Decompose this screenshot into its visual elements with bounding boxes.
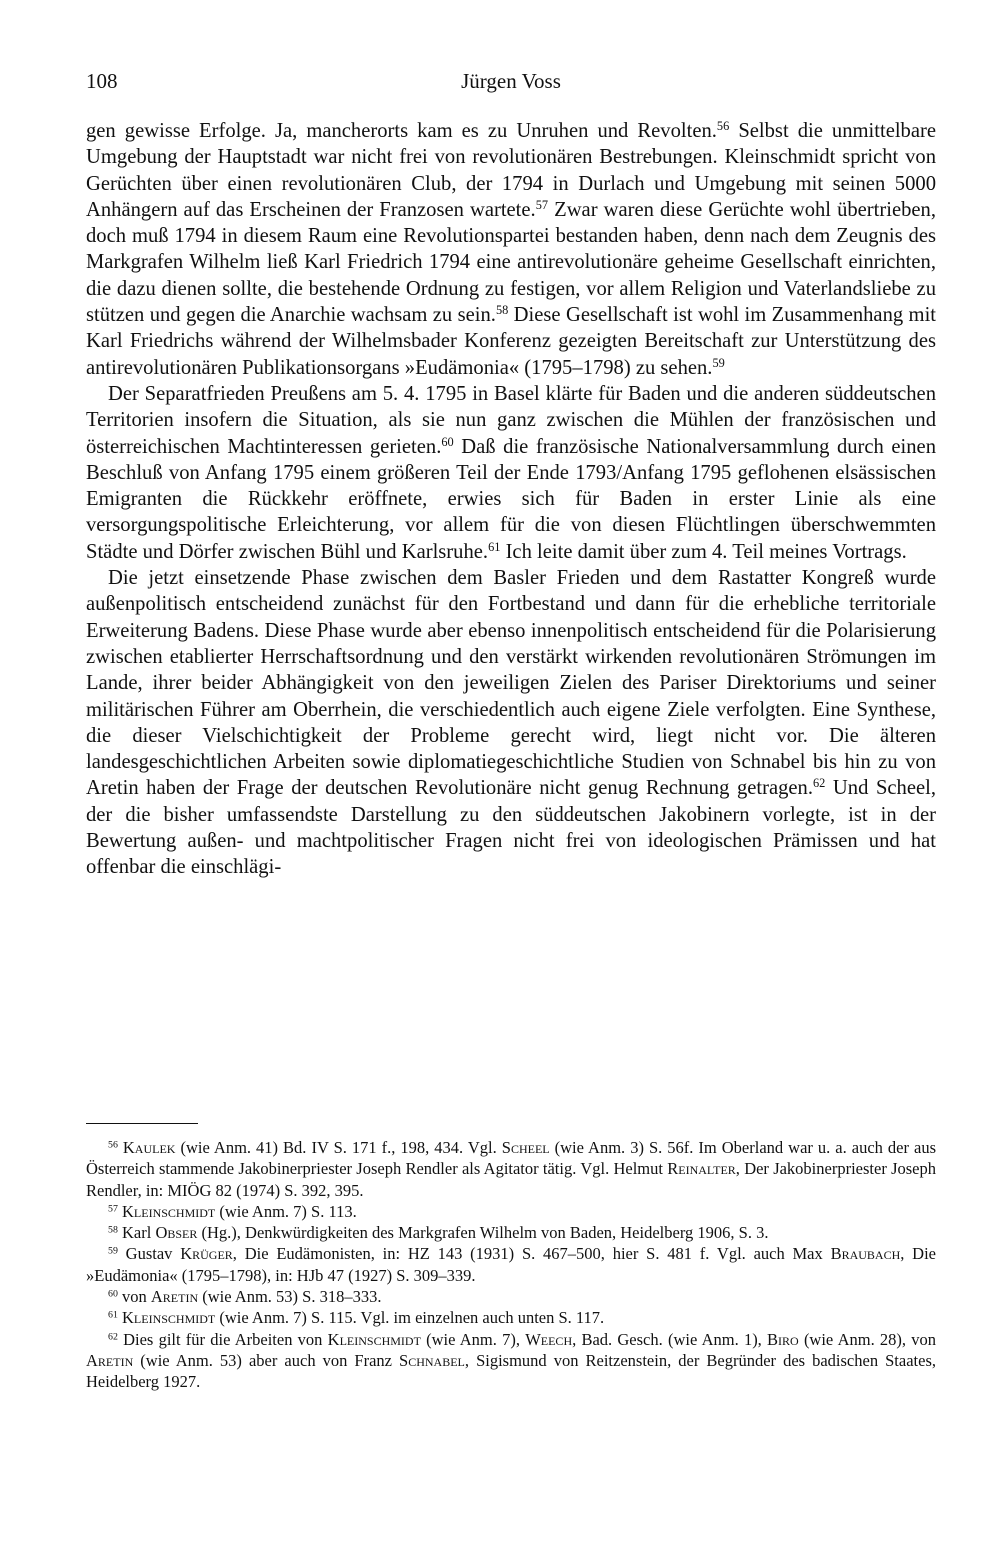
- footnote-56: [86, 1137, 936, 1201]
- page-header: [86, 66, 936, 96]
- footnote-text: (wie Anm. 53) S. 318–333.: [198, 1287, 382, 1307]
- footnote-text: Gustav: [117, 1244, 181, 1264]
- footnote-text: (wie Anm. 3) S. 56f. Im Oberland war u. a. auch der aus Österreich stammende Jakobinerpriester Joseph Rendler als Agitator tätig. Vgl. Helmut: [86, 1138, 936, 1179]
- paragraph-text: Ich leite damit über zum 4. Teil meines Vortrags.: [500, 540, 907, 563]
- author-name: Reinalter: [667, 1159, 736, 1179]
- footnote-divider: [86, 1123, 198, 1124]
- footnote-62: [86, 1329, 936, 1393]
- footnote-text: Dies gilt für die Arbeiten von: [117, 1329, 328, 1349]
- footnote-ref: 60: [441, 434, 454, 449]
- footnote-60: [86, 1286, 936, 1307]
- paragraph-2: [86, 381, 936, 565]
- footnotes: [86, 1137, 936, 1393]
- footnote-number: 59: [108, 1246, 118, 1258]
- paragraph-text: Und Scheel, der die bisher umfassendste Darstellung zu den süddeutschen Jakobinern vorlegte, ist in der Bewertung außen- und machtpolitischer Fragen nicht frei von ideologischen Prämissen und hat offenbar die einschlägi-: [86, 777, 936, 879]
- footnote-ref: 62: [812, 776, 826, 791]
- footnote-58: [86, 1222, 936, 1243]
- footnote-number: 57: [108, 1203, 118, 1215]
- author-name: Biro: [767, 1329, 799, 1349]
- author-name: Kaulek: [122, 1138, 176, 1157]
- author-name: Schnabel: [399, 1350, 465, 1370]
- footnote-text: (wie Anm. 41) Bd. IV S. 171 f., 198, 434. Vgl.: [175, 1138, 502, 1157]
- footnote-text: (wie Anm. 53) aber auch von Franz: [133, 1350, 400, 1370]
- paragraph-text: Selbst die unmittelbare Umgebung der Hauptstadt war nicht frei von revolutionären Bestrebungen. Kleinschmidt spricht von Gerüchten über einen revolutionären Club, der 1794 in Durlach und Umgebung mit seinen 5000 Anhängern auf das Erscheinen der Franzosen wartete.: [86, 120, 936, 221]
- footnote-ref: 58: [495, 303, 509, 318]
- paragraph-text: gen gewisse Erfolge. Ja, mancherorts kam es zu Unruhen und Revolten.: [86, 120, 717, 142]
- footnote-text: (Hg.), Denkwürdigkeiten des Markgrafen Wilhelm von Baden, Heidelberg 1906, S. 3.: [197, 1223, 769, 1243]
- footnote-text: (wie Anm. 7) S. 113.: [215, 1201, 357, 1221]
- footnote-number: 62: [108, 1331, 118, 1343]
- footnote-number: 61: [108, 1309, 118, 1321]
- author-name: Braubach: [830, 1244, 901, 1264]
- author-name: Kleinschmidt: [122, 1201, 216, 1221]
- footnote-number: 56: [108, 1139, 118, 1151]
- author-name: Weech: [525, 1329, 573, 1349]
- paragraph-text: Die jetzt einsetzende Phase zwischen dem Basler Frieden und dem Rastatter Kongreß wurde außenpolitisch entscheidend zunächst für den Fortbestand und dann für die erhebliche territoriale Erweiterung Badens. Diese Phase wurde aber ebenso innenpolitisch entscheidend für die Polarisierung zwischen etablierter Herrschaftsordnung und den verstärkt wirkenden revolutionären Strömungen im Lande, ihrer beider Abhängigkeit von den jeweiligen Zielen des Pariser Direktoriums und seiner militärischen Führer am Oberrhein, die verschiedentlich auch eigene Ziele verfolgten. Eine Synthese, die dieser Vielschichtigkeit der Probleme gerecht wird, liegt nicht vor. Die älteren landesgeschichtlichen Arbeiten sowie diplomatiegeschichtliche Studien von Schnabel bis hin zu von Aretin haben der Frage der deutschen Revolutionäre nicht genug Rechnung getragen.: [86, 567, 936, 800]
- author-name: Aretin: [86, 1350, 134, 1370]
- footnote-text: , Bad. Gesch. (wie Anm. 1),: [572, 1329, 768, 1349]
- footnote-59: [86, 1243, 936, 1286]
- footnote-text: , Die »Eudämonia« (1795–1798), in: HJb 47 (1927) S. 309–339.: [86, 1244, 936, 1285]
- author-name: Scheel: [501, 1138, 550, 1157]
- running-head: Jürgen Voss: [461, 69, 561, 93]
- footnote-57: [86, 1201, 936, 1222]
- author-name: Aretin: [150, 1287, 199, 1307]
- paragraph-text: Diese Gesellschaft ist wohl im Zusammenhang mit Karl Friedrichs während der Wilhelmsbader Konferenz gezeigten Bereitschaft zur Unterstützung des antirevolutionären Publikationsorgans »Eudämonia« (1795–1798) zu sehen.: [86, 304, 937, 379]
- footnote-61: [86, 1307, 936, 1328]
- author-name: Krüger: [180, 1244, 233, 1264]
- author-name: Obser: [155, 1223, 198, 1243]
- footnote-text: (wie Anm. 28), von: [798, 1329, 937, 1349]
- footnote-text: von: [117, 1287, 151, 1307]
- footnote-ref: 61: [488, 539, 501, 554]
- footnote-text: , Der Jakobinerpriester Joseph Rendler, in: MIÖG 82 (1974) S. 392, 395.: [86, 1159, 936, 1200]
- footnote-text: , Sigismund von Reitzenstein, der Begründer des badischen Staates, Heidelberg 1927.: [86, 1350, 936, 1392]
- paragraph-1: [86, 118, 936, 381]
- footnote-text: (wie Anm. 7) S. 115. Vgl. im einzelnen auch unten S. 117.: [215, 1308, 605, 1328]
- footnote-number: 58: [108, 1224, 118, 1236]
- footnote-text: , Die Eudämonisten, in: HZ 143 (1931) S. 467–500, hier S. 481 f. Vgl. auch Max: [232, 1244, 831, 1264]
- paragraph-text: Der Separatfrieden Preußens am 5. 4. 1795 in Basel klärte für Baden und die anderen süddeutschen Territorien insofern die Situation, als sie nun ganz zwischen die Mühlen der französischen und österreichischen Machtinteressen gerieten.: [86, 382, 936, 458]
- footnote-ref: 56: [716, 119, 730, 134]
- author-name: Kleinschmidt: [327, 1329, 421, 1349]
- footnote-ref: 59: [712, 355, 725, 370]
- footnote-text: Karl: [117, 1223, 156, 1243]
- footnote-text: (wie Anm. 7),: [420, 1329, 526, 1349]
- footnote-ref: 57: [535, 198, 549, 213]
- paragraph-3: [86, 565, 936, 881]
- paragraph-text: Zwar waren diese Gerüchte wohl übertrieben, doch muß 1794 in diesem Raum eine Revolutionspartei bestanden haben, denn nach dem Zeugnis des Markgrafen Wilhelm ließ Karl Friedrich 1794 eine antirevolutionäre geheime Gesellschaft einrichten, die dazu dienen sollte, die bestehende Ordnung zu festigen, vor allem Religion und Vaterlandsliebe zu stützen und gegen die Anarchie wachsam zu sein.: [86, 198, 936, 327]
- page-number: 108: [86, 69, 118, 93]
- body-text: [86, 118, 936, 881]
- author-name: Kleinschmidt: [122, 1308, 216, 1328]
- paragraph-text: Daß die französische Nationalversammlung durch einen Beschluß von Anfang 1795 einem größeren Teil der Ende 1793/Anfang 1795 geflohenen elsässischen Emigranten die Rückkehr eröffnete, erwies sich für Baden in erster Linie als eine versorgungspolitische Erleichterung, vor allem für die von diesen Flüchtlingen überschwemmten Städte und Dörfer zwischen Bühl und Karlsruhe.: [86, 435, 936, 563]
- footnote-number: 60: [108, 1288, 118, 1300]
